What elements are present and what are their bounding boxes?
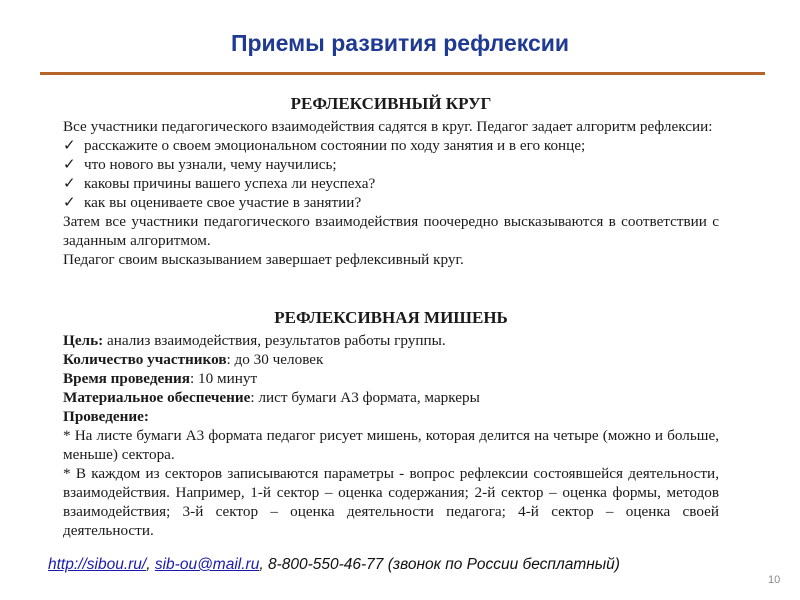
list-item (63, 155, 719, 174)
section-heading: РЕФЛЕКСИВНАЯ МИШЕНЬ (274, 308, 508, 327)
checkmark-icon: ✓ (63, 194, 76, 211)
email-link[interactable]: sib-ou@mail.ru (154, 556, 260, 573)
checkmark-icon: ✓ (63, 175, 76, 192)
checkmark-icon: ✓ (63, 156, 76, 173)
footer-contacts (48, 556, 620, 574)
field-participants (63, 350, 719, 369)
procedure-label: Проведение: (63, 408, 149, 425)
field-value: : до 30 человек (226, 351, 324, 368)
section-heading: РЕФЛЕКСИВНЫЙ КРУГ (290, 94, 492, 113)
field-label: Количество участников (63, 351, 227, 368)
field-value: : 10 минут (189, 370, 258, 387)
field-label: Материальное обеспечение (63, 389, 251, 406)
field-time (63, 369, 719, 388)
slide-title: Приемы развития рефлексии (230, 30, 570, 56)
paragraph: Затем все участники педагогического взаимодействия поочередно высказываются в соответствии с заданным алгоритмом. (63, 213, 719, 249)
page-number: 10 (768, 574, 781, 586)
list-item (63, 136, 719, 155)
list-item-text: каковы причины вашего успеха ли неуспеха? (84, 175, 376, 192)
paragraph: Педагог своим высказыванием завершает рефлексивный круг. (63, 251, 464, 268)
checkmark-icon: ✓ (63, 137, 76, 154)
field-value: анализ взаимодействия, результатов работы группы. (103, 332, 446, 349)
procedure-step: * В каждом из секторов записываются параметры - вопрос рефлексии состоявшейся деятельности, взаимодействия. Например, 1-й сектор – оценка содержания; 2-й сектор – оценка формы, методов взаимодействия; 3-й сектор – оценка деятельности педагога; 4-й сектор – оценка своей деятельности. (63, 465, 719, 539)
list-item (63, 174, 719, 193)
site-link[interactable]: http://sibou.ru/ (48, 556, 147, 573)
list-item (63, 193, 719, 212)
field-label: Время проведения (63, 370, 190, 387)
field-goal (63, 331, 719, 350)
procedure-step: * На листе бумаги А3 формата педагог рисует мишень, которая делится на четыре (можно и больше, меньше) сектора. (63, 427, 719, 463)
title-divider (40, 72, 765, 75)
field-materials (63, 388, 719, 407)
section-reflexive-circle (63, 94, 719, 269)
field-label: Цель: (63, 332, 104, 349)
section-reflexive-target (63, 308, 719, 540)
list-item-text: расскажите о своем эмоциональном состоянии по ходу занятия и в его конце; (84, 137, 586, 154)
list-item-text: что нового вы узнали, чему научились; (84, 156, 337, 173)
list-item-text: как вы оцениваете свое участие в занятии? (84, 194, 362, 211)
phone-text: , 8-800-550-46-77 (звонок по России бесплатный) (259, 556, 620, 573)
separator: , (146, 556, 155, 573)
paragraph: Все участники педагогического взаимодействия садятся в круг. Педагог задает алгоритм рефлексии: (63, 118, 713, 135)
field-value: : лист бумаги А3 формата, маркеры (250, 389, 480, 406)
